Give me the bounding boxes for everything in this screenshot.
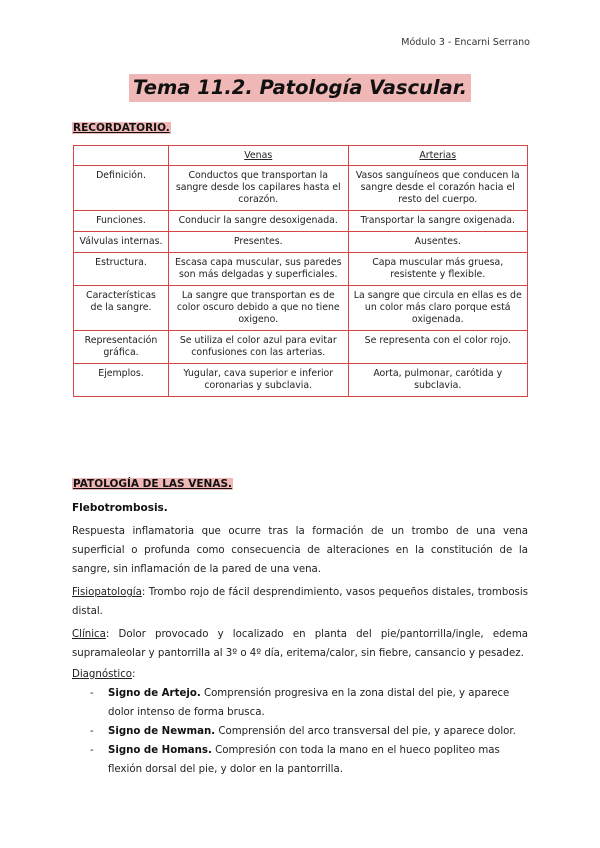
fisiopatologia-label: Fisiopatología [72,587,142,598]
list-item [90,684,528,722]
table-header-arterias-text: Arterias [419,150,457,161]
cell-venas: Presentes. [169,232,349,253]
sign-name: Signo de Homans. [108,745,212,756]
flebotrombosis-subtitle: Flebotrombosis. [72,502,168,514]
cell-venas: La sangre que transportan es de color oscuro debido a que no tiene oxigeno. [169,286,349,331]
sign-text: Compresión con toda la mano en el hueco popliteo mas flexión dorsal del pie, y dolor en la pantorrilla. [108,745,500,775]
table-header-arterias [348,146,528,166]
list-dash: - [90,745,94,756]
cell-venas: Se utiliza el color azul para evitar confusiones con las arterias. [169,331,349,364]
clinica-text: : Dolor provocado y localizado en planta del pie/pantorrilla/ingle, edema supramaleolar y pantorrilla al 3º o 4º día, eritema/calor, sin fiebre, cansancio y pesadez. [72,629,528,659]
diagnostico-heading [72,665,135,684]
list-dash: - [90,688,94,699]
table-header-venas [169,146,349,166]
table-row [74,253,528,286]
page-title: Tema 11.2. Patología Vascular. [129,74,471,102]
cell-venas: Conductos que transportan la sangre desde los capilares hasta el corazón. [169,166,349,211]
comparison-table [73,145,528,397]
clinica-paragraph [72,625,528,663]
table-row [74,364,528,397]
recordatorio-heading-text: RECORDATORIO. [73,122,170,134]
row-label: Definición. [74,166,169,211]
diagnostic-signs-list [90,684,528,779]
table-row [74,232,528,253]
cell-venas: Conducir la sangre desoxigenada. [169,211,349,232]
sign-text: Comprensión progresiva en la zona distal del pie, y aparece dolor intenso de forma brusca. [108,688,510,718]
cell-arterias: La sangre que circula en ellas es de un color más claro porque está oxigenada. [348,286,528,331]
sign-name: Signo de Artejo. [108,688,201,699]
page-header: Módulo 3 - Encarni Serrano [401,37,530,48]
cell-arterias: Transportar la sangre oxigenada. [348,211,528,232]
table-row [74,331,528,364]
cell-arterias: Se representa con el color rojo. [348,331,528,364]
table-header-venas-text: Venas [244,150,273,161]
fisiopatologia-text: : Trombo rojo de fácil desprendimiento, vasos pequeños distales, trombosis distal. [72,587,528,617]
row-label: Funciones. [74,211,169,232]
table-row [74,286,528,331]
intro-paragraph: Respuesta inflamatoria que ocurre tras la formación de un trombo de una vena superficial o profunda como consecuencia de alteraciones en la constitución de la sangre, sin inflamación de la pared de una vena. [72,526,528,575]
sign-text: Comprensión del arco transversal del pie, y aparece dolor. [215,726,516,737]
sign-name: Signo de Newman. [108,726,216,737]
table-header-blank [74,146,169,166]
row-label: Ejemplos. [74,364,169,397]
row-label: Representación gráfica. [74,331,169,364]
list-dash: - [90,726,94,737]
fisiopatologia-paragraph [72,583,528,621]
row-label: Válvulas internas. [74,232,169,253]
recordatorio-heading [72,121,171,135]
table-row [74,166,528,211]
clinica-label: Clínica [72,629,106,640]
cell-arterias: Capa muscular más gruesa, resistente y flexible. [348,253,528,286]
list-item [90,741,528,779]
venas-section-heading [72,477,233,491]
list-item [90,722,528,741]
cell-venas: Escasa capa muscular, sus paredes son más delgadas y superficiales. [169,253,349,286]
cell-venas: Yugular, cava superior e inferior coronarias y subclavia. [169,364,349,397]
title-wrap [0,74,600,102]
venas-section-heading-text: PATOLOGÍA DE LAS VENAS. [73,478,233,490]
diagnostico-colon: : [132,669,136,680]
row-label: Estructura. [74,253,169,286]
table-row [74,211,528,232]
cell-arterias: Ausentes. [348,232,528,253]
diagnostico-label: Diagnóstico [72,669,133,680]
cell-arterias: Vasos sanguíneos que conducen la sangre desde el corazón hacia el resto del cuerpo. [348,166,528,211]
table-header-row [74,146,528,166]
cell-arterias: Aorta, pulmonar, carótida y subclavia. [348,364,528,397]
row-label: Características de la sangre. [74,286,169,331]
